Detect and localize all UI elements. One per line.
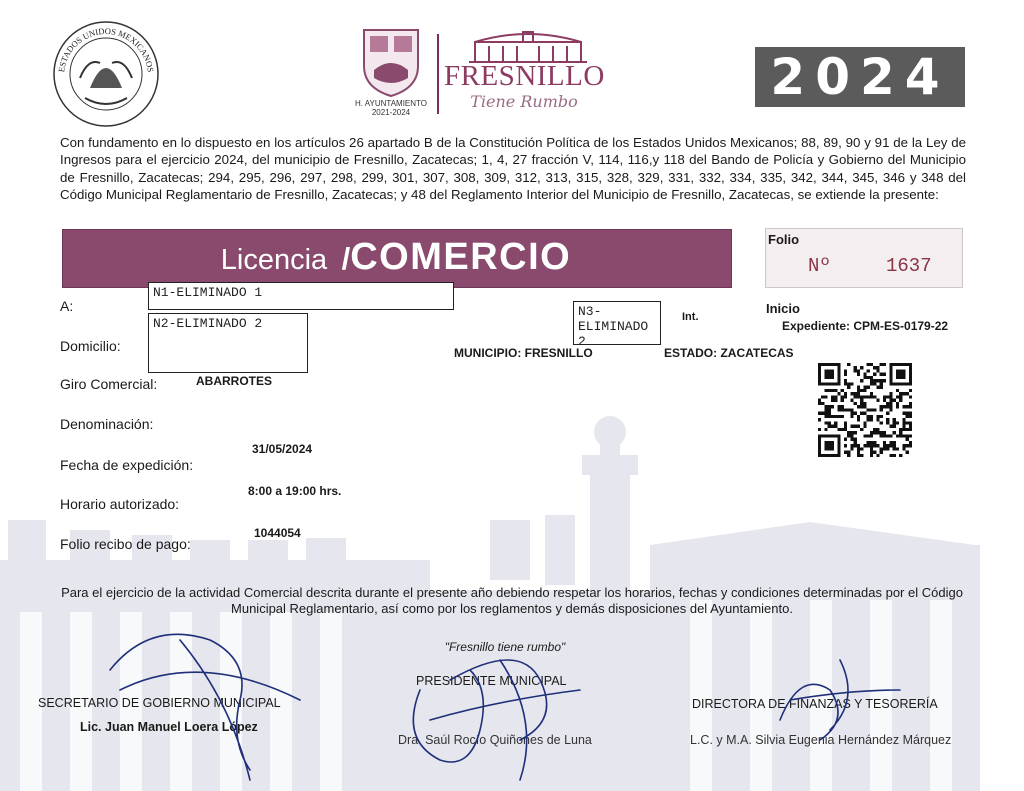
fresnillo-coat-of-arms-icon (360, 26, 422, 98)
qr-code-icon (818, 363, 912, 457)
address-label: Domicilio: (60, 338, 121, 354)
schedule-value: 8:00 a 19:00 hrs. (248, 484, 342, 498)
issue-date-value: 31/05/2024 (252, 442, 313, 456)
president-title: PRESIDENTE MUNICIPAL (416, 674, 567, 688)
recipient-label: A: (60, 298, 74, 314)
secretary-name: Lic. Juan Manuel Loera López (80, 720, 258, 734)
city-name-logo: FRESNILLO (444, 60, 605, 92)
header-divider (437, 34, 439, 114)
director-name: L.C. y M.A. Silvia Eugenia Hernández Márquez (690, 733, 952, 747)
license-type: COMERCIO (350, 236, 572, 278)
folio-number: 1637 (886, 255, 932, 277)
redacted-name: N1-ELIMINADO 1 (148, 282, 454, 310)
coat-caption-ayuntamiento: H. AYUNTAMIENTO (354, 99, 427, 108)
receipt-folio-label: Folio recibo de pago: (60, 536, 191, 552)
folio-label: Folio (768, 232, 800, 247)
business-type-label: Giro Comercial: (60, 376, 158, 392)
receipt-folio-value: 1044054 (254, 526, 301, 540)
year-badge: 2024 (755, 47, 965, 107)
coat-caption-years: 2021-2024 (371, 108, 411, 117)
president-name: Dra. Saúl Rocío Quiñones de Luna (398, 733, 592, 747)
state: ESTADO: ZACATECAS (664, 346, 794, 360)
seal-caption (50, 18, 162, 130)
business-type-value: ABARROTES (196, 374, 273, 388)
director-title: DIRECTORA DE FINANZAS Y TESORERÍA (692, 697, 938, 711)
license-word: Licencia (220, 244, 328, 276)
folio-number-sign: Nº (808, 255, 831, 277)
license-title (62, 229, 730, 286)
redacted-interior-number: N3-ELIMINADO 2 (573, 301, 661, 345)
inicio-label: Inicio (766, 301, 800, 316)
schedule-label: Horario autorizado: (60, 496, 180, 512)
expediente-number: Expediente: CPM-ES-0179-22 (782, 319, 949, 333)
redacted-address: N2-ELIMINADO 2 (148, 313, 308, 373)
issue-date-label: Fecha de expedición: (60, 457, 194, 473)
city-motto-logo: Tiene Rumbo (470, 92, 578, 111)
closing-paragraph: Para el ejercicio de la actividad Comercial descrita durante el presente año debiendo respetar los horarios, fechas y condiciones determinadas por el Código Municipal Reglamentario, así como por los reglamentos y demás disposiciones del Ayuntamiento. (61, 585, 963, 616)
svg-text:ESTADOS UNIDOS MEXICANOS: ESTADOS UNIDOS MEXICANOS (56, 25, 156, 73)
license-slash: / (341, 241, 351, 276)
legal-basis-paragraph: Con fundamento en lo dispuesto en los artículos 26 apartado B de la Constitución Política de los Estados Unidos Mexicanos; 88, 89, 90 y 91 de la Ley de Ingresos para el ejercicio 2024, del municipio de Fresnillo, Zacatecas; 1, 4, 27 fracción V, 114, 116,y 118 del Bando de Policía y Gobierno del Municipio de Fresnillo, Zacatecas; 294, 295, 296, 297, 298, 299, 301, 307, 308, 309, 312, 313, 315, 328, 329, 331, 332, 334, 335, 342, 344, 345, 346 y 348 del Código Municipal Reglamentario de Fresnillo, Zacatecas; y 48 del Reglamento Interior del Municipio de Fresnillo, Zacatecas, se extiende la presente: (60, 135, 966, 203)
interior-label: Int. (682, 311, 699, 323)
slogan: "Fresnillo tiene rumbo" (444, 640, 566, 654)
municipality: MUNICIPIO: FRESNILLO (454, 346, 593, 360)
secretary-title: SECRETARIO DE GOBIERNO MUNICIPAL (38, 696, 281, 710)
denomination-label: Denominación: (60, 416, 154, 432)
